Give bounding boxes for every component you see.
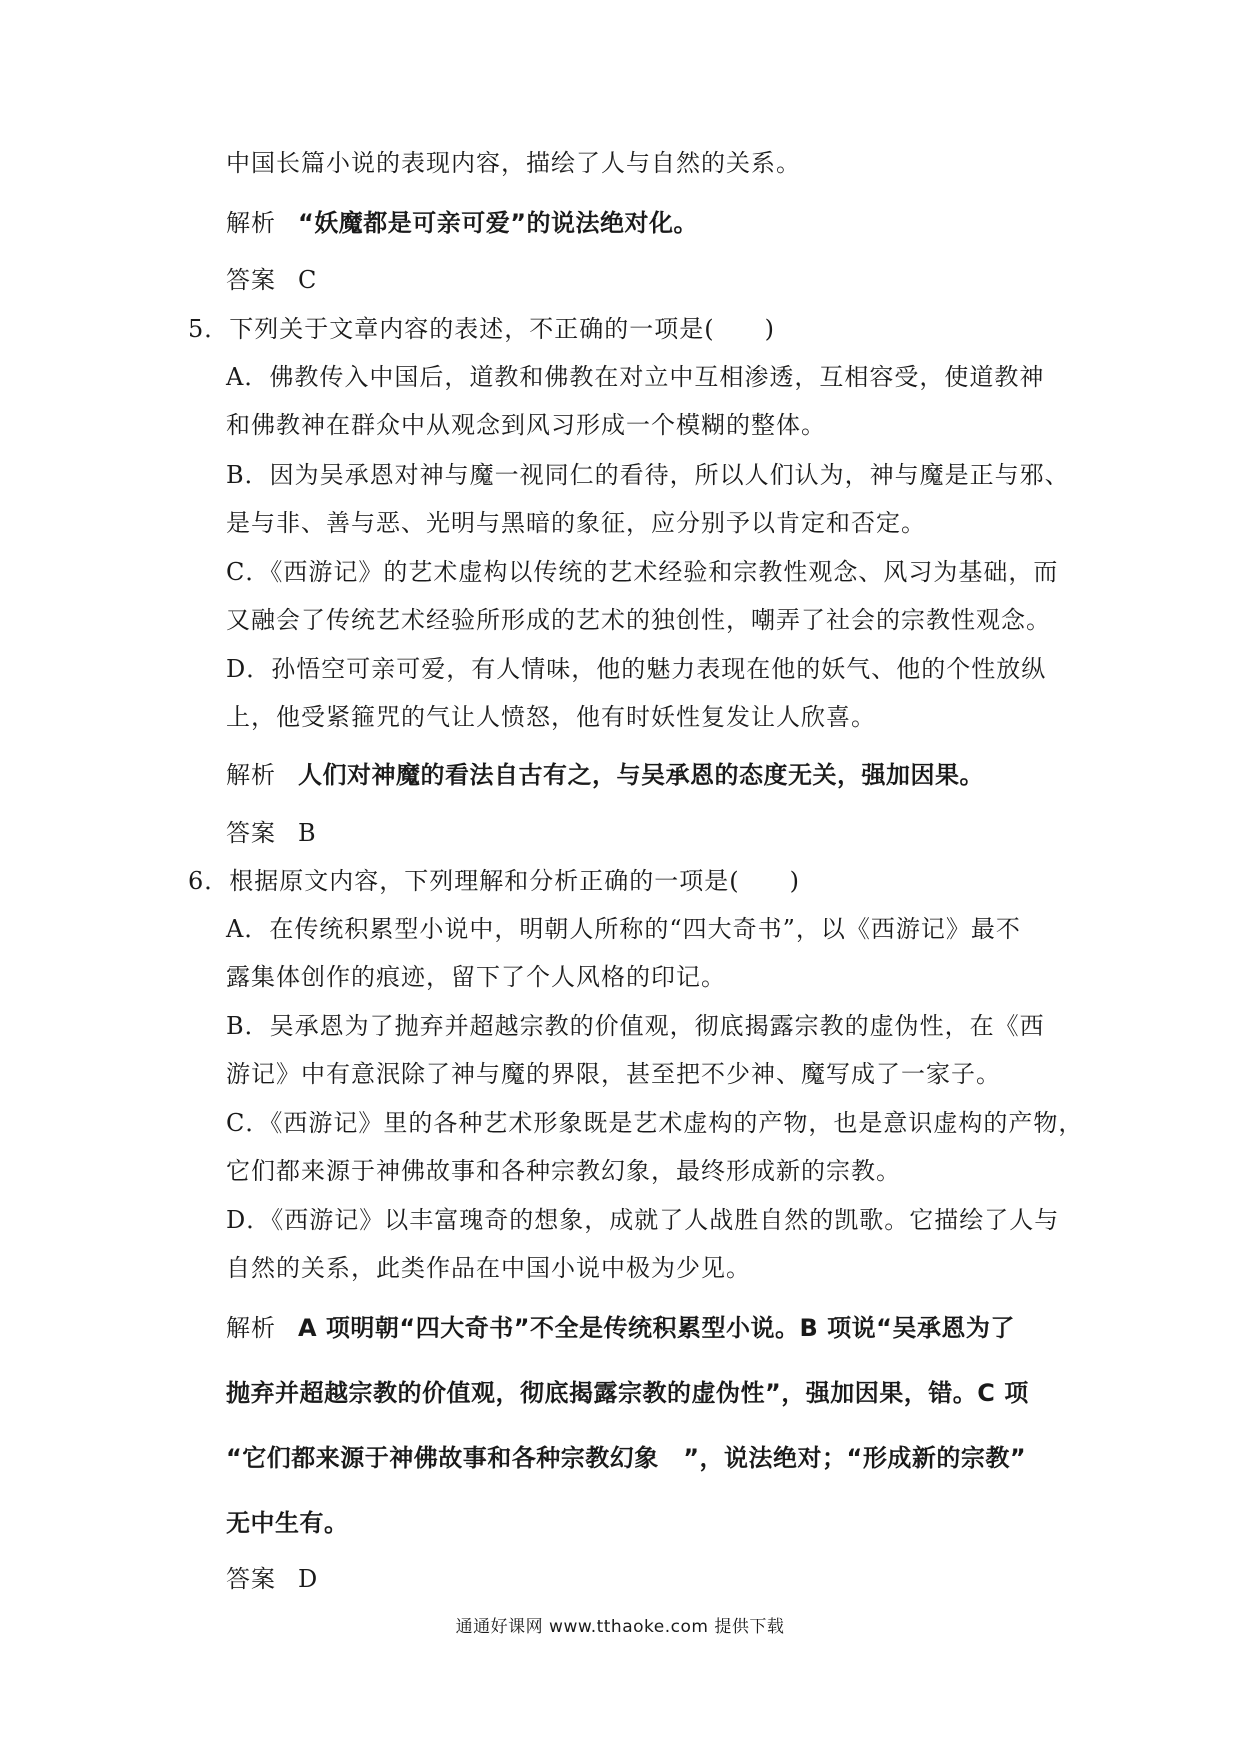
- question-6-option-b-cont: 游记》中有意泯除了神与魔的界限，甚至把不少神、魔写成了一家子。: [226, 1060, 1001, 1088]
- question-5: 5．下列关于文章内容的表述，不正确的一项是( ): [188, 315, 775, 343]
- analysis-4: [226, 208, 698, 238]
- question-5-option-a-cont: 和佛教神在群众中从观念到风习形成一个模糊的整体。: [226, 411, 826, 439]
- answer-value: B: [298, 819, 317, 847]
- analysis-label: 解析: [226, 1314, 276, 1342]
- text-line: 中国长篇小说的表现内容，描绘了人与自然的关系。: [226, 149, 801, 177]
- analysis-text: “妖魔都是可亲可爱”的说法绝对化。: [298, 209, 699, 237]
- answer-value: D: [298, 1565, 319, 1593]
- analysis-6: [226, 1313, 1015, 1343]
- analysis-6-cont: 无中生有。: [226, 1509, 349, 1537]
- question-6-option-a-cont: 露集体创作的痕迹，留下了个人风格的印记。: [226, 963, 726, 991]
- analysis-label: 解析: [226, 209, 276, 237]
- analysis-label: 解析: [226, 761, 276, 789]
- analysis-text: A 项明朝“四大奇书”不全是传统积累型小说。B 项说“吴承恩为了: [298, 1314, 1015, 1342]
- question-6-option-c: C．《西游记》里的各种艺术形象既是艺术虚构的产物，也是意识虚构的产物，: [226, 1109, 1084, 1137]
- answer-label: 答案: [226, 819, 276, 847]
- question-5-option-c: C．《西游记》的艺术虚构以传统的艺术经验和宗教性观念、风习为基础，而: [226, 558, 1059, 586]
- question-5-option-b-cont: 是与非、善与恶、光明与黑暗的象征，应分别予以肯定和否定。: [226, 509, 926, 537]
- question-6: 6．根据原文内容，下列理解和分析正确的一项是( ): [188, 867, 800, 895]
- analysis-5: [226, 760, 984, 790]
- analysis-text: 人们对神魔的看法自古有之，与吴承恩的态度无关，强加因果。: [298, 761, 984, 789]
- question-5-option-d-cont: 上，他受紧箍咒的气让人愤怒，他有时妖性复发让人欣喜。: [226, 703, 876, 731]
- answer-label: 答案: [226, 1565, 276, 1593]
- question-5-option-c-cont: 又融会了传统艺术经验所形成的艺术的独创性，嘲弄了社会的宗教性观念。: [226, 606, 1051, 634]
- analysis-6-cont: 抛弃并超越宗教的价值观，彻底揭露宗教的虚伪性”，强加因果，错。C 项: [226, 1379, 1029, 1407]
- page-footer: 通通好课网 www.tthaoke.com 提供下载: [455, 1617, 785, 1637]
- question-6-option-d: D．《西游记》以丰富瑰奇的想象，成就了人战胜自然的凯歌。它描绘了人与: [226, 1206, 1060, 1234]
- question-6-option-b: B．吴承恩为了抛弃并超越宗教的价值观，彻底揭露宗教的虚伪性，在《西: [226, 1012, 1045, 1040]
- answer-5: [226, 818, 317, 848]
- question-5-option-b: B．因为吴承恩对神与魔一视同仁的看待，所以人们认为，神与魔是正与邪、: [226, 461, 1070, 489]
- answer-6: [226, 1564, 318, 1594]
- question-5-option-d: D．孙悟空可亲可爱，有人情味，他的魅力表现在他的妖气、他的个性放纵: [226, 655, 1047, 683]
- answer-label: 答案: [226, 266, 276, 294]
- answer-value: C: [298, 266, 318, 294]
- question-6-option-a: A．在传统积累型小说中，明朝人所称的“四大奇书”，以《西游记》最不: [226, 915, 1021, 943]
- question-6-option-d-cont: 自然的关系，此类作品在中国小说中极为少见。: [226, 1254, 751, 1282]
- question-5-option-a: A．佛教传入中国后，道教和佛教在对立中互相渗透，互相容受，使道教神: [226, 363, 1045, 391]
- question-6-option-c-cont: 它们都来源于神佛故事和各种宗教幻象，最终形成新的宗教。: [226, 1157, 901, 1185]
- answer-4: [226, 265, 317, 295]
- analysis-6-cont: “它们都来源于神佛故事和各种宗教幻象 ”，说法绝对；“形成新的宗教”: [226, 1444, 1027, 1472]
